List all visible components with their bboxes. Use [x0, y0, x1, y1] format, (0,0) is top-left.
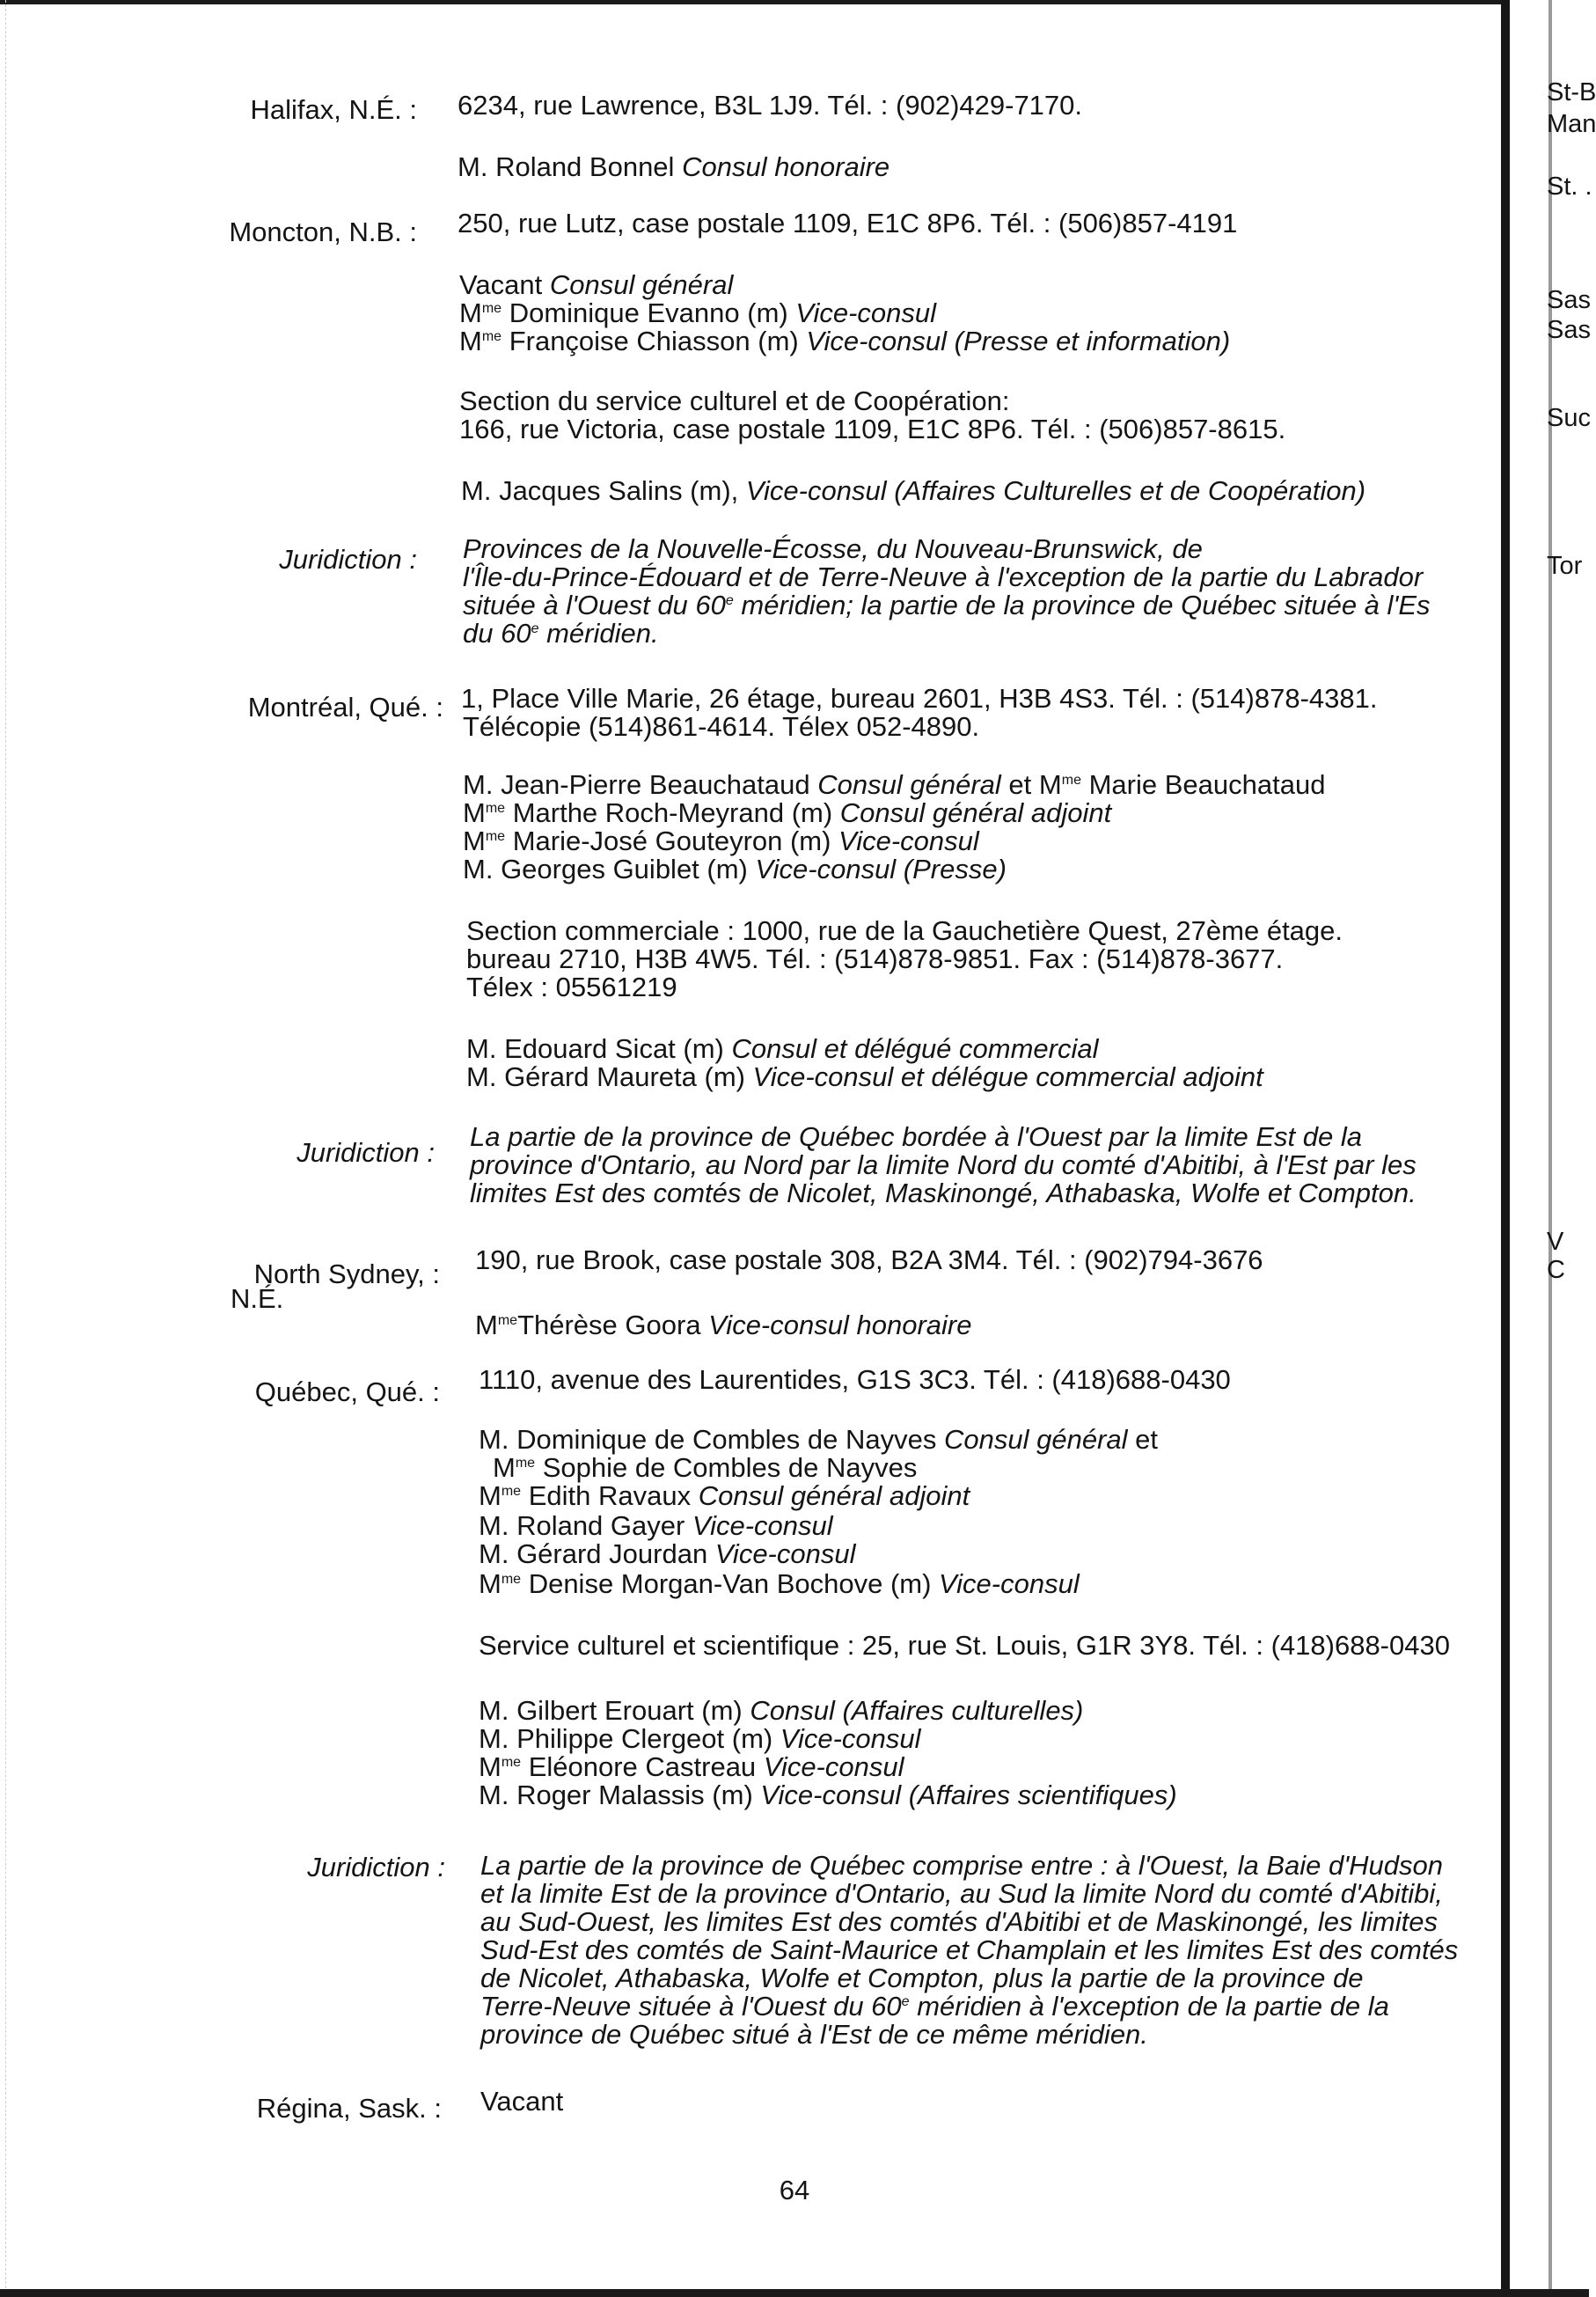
adjacent-fragment: C: [1547, 1256, 1565, 1284]
section-heading: Section du service culturel et de Coopération:: [459, 385, 1010, 416]
staff-line: M. Roger Malassis (m) Vice-consul (Affaires scientifiques): [479, 1780, 1177, 1810]
place-label: North Sydney, :: [253, 1259, 440, 1289]
page-binding-edge: [1501, 0, 1510, 2293]
staff-line: $M^{me}$ Dominique Evanno (m) Vice-consul: [459, 297, 937, 328]
adjacent-fragment: V: [1547, 1228, 1564, 1256]
staff-line: $M^{me}Thérèse$ Goora Vice-consul honoraire: [475, 1310, 972, 1340]
staff-line: $M^{me}$ Sophie de Combles de Nayves: [493, 1452, 918, 1483]
section-line: bureau 2710, H3B 4W5. Tél. : (514)878-9851. Fax : (514)878-3677.: [466, 943, 1284, 974]
adjacent-fragment: Man: [1547, 110, 1596, 138]
staff-line: M. Philippe Clergeot (m) Vice-consul: [479, 1723, 921, 1754]
staff-line: M. Gérard Maureta (m) Vice-consul et délégue commercial adjoint: [466, 1061, 1263, 1092]
staff-line: M. Roland Bonnel Consul honoraire: [458, 151, 890, 182]
address-line: 6234, rue Lawrence, B3L 1J9. Tél. : (902)429-7170.: [458, 90, 1083, 121]
staff-line: $M^{me}$ Marthe Roch-Meyrand (m) Consul général adjoint: [463, 797, 1112, 828]
staff-line: $M^{me}$ Denise Morgan-Van Bochove (m) Vice-consul: [479, 1568, 1080, 1599]
staff-line: M. Jean-Pierre Beauchataud Consul général et $M^{me}$ Marie Beauchataud: [463, 769, 1326, 800]
staff-line: M. Edouard Sicat (m) Consul et délégué commercial: [466, 1033, 1099, 1064]
jurisdiction-line: Sud-Est des comtés de Saint-Maurice et Champlain et les limites Est des comtés: [480, 1934, 1459, 1965]
adjacent-fragment: Tor: [1547, 552, 1583, 580]
section-line: Service culturel et scientifique : 25, rue St. Louis, G1R 3Y8. Tél. : (418)688-0430: [479, 1630, 1450, 1661]
jurisdiction-label: Juridiction :: [279, 544, 417, 575]
adjacent-fragment: Sas: [1547, 286, 1591, 314]
address-line: 1110, avenue des Laurentides, G1S 3C3. Tél. : (418)688-0430: [479, 1364, 1231, 1395]
jurisdiction-line: située à l'Ouest du 60e méridien; la partie de la province de Québec située à l'Es: [463, 590, 1431, 620]
top-scan-edge: [0, 0, 1510, 4]
jurisdiction-line: limites Est des comtés de Nicolet, Maskinongé, Athabaska, Wolfe et Compton.: [470, 1178, 1417, 1208]
adjacent-fragment: Sas: [1547, 316, 1591, 344]
place-label: Moncton, N.B. :: [229, 216, 417, 247]
jurisdiction-line: La partie de la province de Québec comprise entre : à l'Ouest, la Baie d'Hudson: [480, 1850, 1444, 1881]
jurisdiction-line: du 60e méridien.: [463, 618, 659, 649]
staff-line: M. Roland Gayer Vice-consul: [479, 1510, 833, 1541]
address-line: 1, Place Ville Marie, 26 étage, bureau 2601, H3B 4S3. Tél. : (514)878-4381.: [461, 683, 1378, 714]
place-label-continued: N.É.: [231, 1283, 284, 1314]
place-label: Montréal, Qué. :: [247, 692, 443, 723]
jurisdiction-line: au Sud-Ouest, les limites Est des comtés d'Abitibi et de Maskinongé, les limites: [480, 1906, 1438, 1937]
staff-line: M. Gilbert Erouart (m) Consul (Affaires culturelles): [479, 1695, 1084, 1726]
jurisdiction-label: Juridiction :: [307, 1852, 445, 1882]
jurisdiction-line: La partie de la province de Québec bordée à l'Ouest par la limite Est de la: [470, 1121, 1363, 1152]
bottom-scan-edge: [0, 2289, 1589, 2297]
address-line: Vacant: [480, 2086, 564, 2117]
adjacent-fragment: St-B: [1547, 78, 1596, 106]
adjacent-fragment: St. .: [1547, 172, 1592, 201]
section-address: 166, rue Victoria, case postale 1109, E1C 8P6. Tél. : (506)857-8615.: [459, 414, 1286, 444]
jurisdiction-line: province de Québec situé à l'Est de ce même méridien.: [480, 2019, 1148, 2050]
section-line: Télex : 05561219: [466, 972, 677, 1002]
jurisdiction-label: Juridiction :: [297, 1137, 435, 1168]
staff-line: $M^{me}$ Marie-José Gouteyron (m) Vice-consul: [463, 826, 979, 856]
staff-line: M. Jacques Salins (m), Vice-consul (Affaires Culturelles et de Coopération): [461, 475, 1366, 506]
address-line: 190, rue Brook, case postale 308, B2A 3M4. Tél. : (902)794-3676: [475, 1244, 1263, 1275]
staff-line: $M^{me}$ Eléonore Castreau Vice-consul: [479, 1751, 904, 1782]
jurisdiction-line: Terre-Neuve située à l'Ouest du 60e méridien à l'exception de la partie de la: [480, 1991, 1389, 2022]
place-label: Québec, Qué. :: [254, 1376, 440, 1407]
address-line: 250, rue Lutz, case postale 1109, E1C 8P6. Tél. : (506)857-4191: [458, 208, 1238, 239]
staff-line: $M^{me}$ Edith Ravaux Consul général adjoint: [479, 1480, 970, 1511]
page-number: 64: [779, 2175, 810, 2205]
jurisdiction-line: l'Île-du-Prince-Édouard et de Terre-Neuve à l'exception de la partie du Labrador: [463, 561, 1424, 592]
staff-line: M. Dominique de Combles de Nayves Consul général et: [479, 1424, 1158, 1455]
jurisdiction-line: Provinces de la Nouvelle-Écosse, du Nouveau-Brunswick, de: [463, 533, 1203, 564]
jurisdiction-line: de Nicolet, Athabaska, Wolfe et Compton, plus la partie de la province de: [480, 1963, 1364, 1993]
address-line: Télécopie (514)861-4614. Télex 052-4890.: [463, 711, 980, 742]
jurisdiction-line: et la limite Est de la province d'Ontario, au Sud la limite Nord du comté d'Abitibi,: [480, 1878, 1443, 1909]
staff-line: Vacant Consul général: [459, 269, 734, 300]
staff-line: M. Georges Guiblet (m) Vice-consul (Presse): [463, 854, 1007, 884]
place-label: Halifax, N.É. :: [250, 94, 417, 125]
section-line: Section commerciale : 1000, rue de la Gauchetière Quest, 27ème étage.: [466, 915, 1343, 946]
jurisdiction-line: province d'Ontario, au Nord par la limite Nord du comté d'Abitibi, à l'Est par les: [470, 1149, 1417, 1180]
staff-line: $M^{me}$ Françoise Chiasson (m) Vice-consul (Presse et information): [459, 326, 1231, 356]
place-label: Régina, Sask. :: [256, 2093, 442, 2124]
adjacent-fragment: Suc: [1547, 404, 1591, 432]
staff-line: M. Gérard Jourdan Vice-consul: [479, 1538, 856, 1569]
